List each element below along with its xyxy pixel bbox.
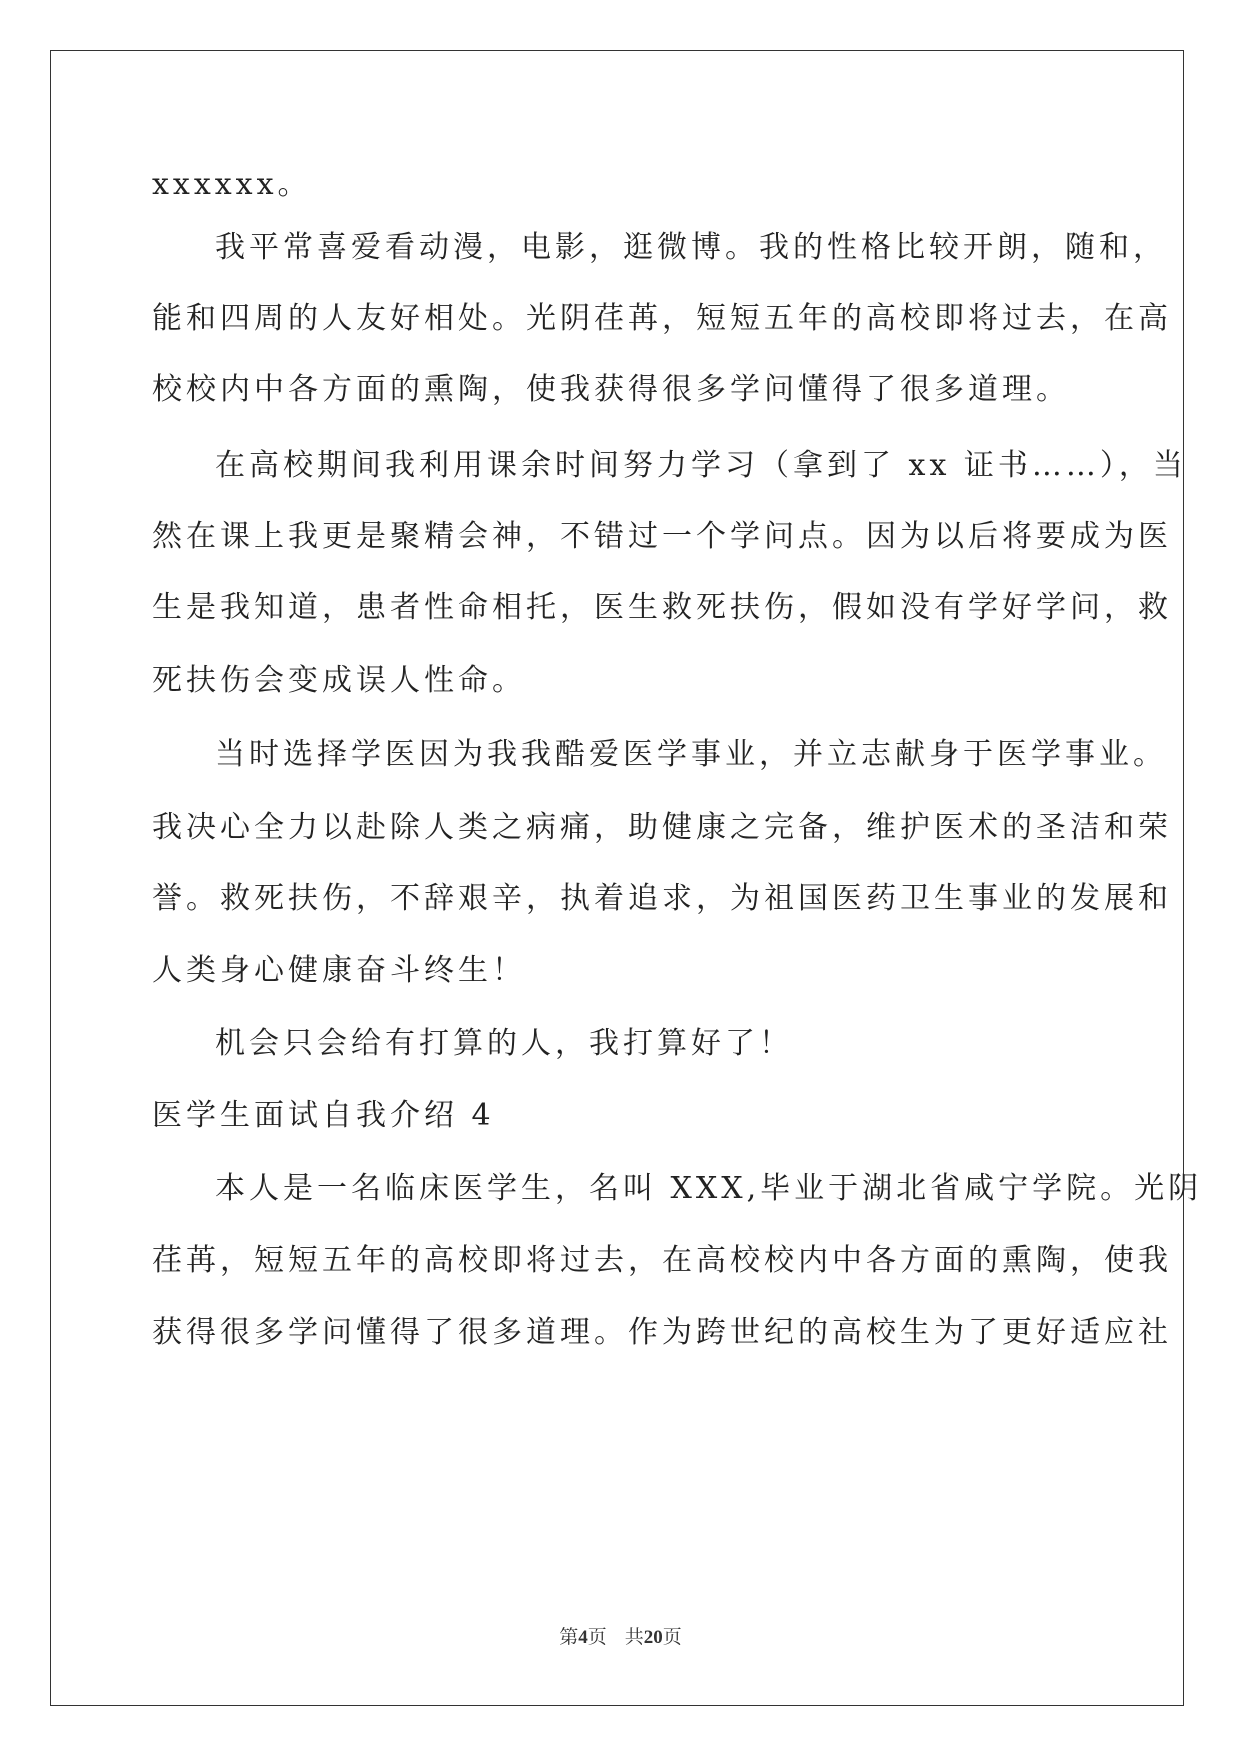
footer-total-suffix: 页 <box>662 1627 682 1648</box>
paragraph-line: 在高校期间我利用课余时间努力学习（拿到了 xx 证书……），当 <box>215 448 1187 483</box>
text-line: xxxxxx。 <box>152 167 312 202</box>
footer-page-number: 4 <box>578 1627 588 1648</box>
paragraph-line: 本人是一名临床医学生，名叫 XXX,毕业于湖北省咸宁学院。光阴 <box>215 1171 1203 1206</box>
text-line: 能和四周的人友好相处。光阴荏苒，短短五年的高校即将过去，在高 <box>152 301 1172 336</box>
text-line: 死扶伤会变成误人性命。 <box>152 663 526 698</box>
text-line: 荏苒，短短五年的高校即将过去，在高校校内中各方面的熏陶，使我 <box>152 1243 1172 1278</box>
footer-page-suffix: 页 <box>587 1627 607 1648</box>
text-line: 誉。救死扶伤，不辞艰辛，执着追求，为祖国医药卫生事业的发展和 <box>152 881 1172 916</box>
paragraph-line: 机会只会给有打算的人，我打算好了！ <box>215 1026 793 1061</box>
page-footer <box>0 1622 1241 1649</box>
footer-prefix: 第 <box>559 1627 579 1648</box>
text-line: 人类身心健康奋斗终生！ <box>152 953 526 988</box>
text-line: 然在课上我更是聚精会神，不错过一个学问点。因为以后将要成为医 <box>152 519 1172 554</box>
footer-total-pages: 20 <box>643 1627 663 1648</box>
text-line: 我决心全力以赴除人类之病痛，助健康之完备，维护医术的圣洁和荣 <box>152 810 1172 845</box>
section-heading: 医学生面试自我介绍 4 <box>152 1098 495 1133</box>
footer-total-prefix: 共 <box>624 1627 644 1648</box>
paragraph-line: 当时选择学医因为我我酷爱医学事业，并立志献身于医学事业。 <box>215 737 1167 772</box>
paragraph-line: 我平常喜爱看动漫，电影，逛微博。我的性格比较开朗，随和， <box>215 230 1167 265</box>
text-line: 校校内中各方面的熏陶，使我获得很多学问懂得了很多道理。 <box>152 372 1070 407</box>
text-line: 生是我知道，患者性命相托，医生救死扶伤，假如没有学好学问，救 <box>152 590 1172 625</box>
text-line: 获得很多学问懂得了很多道理。作为跨世纪的高校生为了更好适应社 <box>152 1315 1172 1350</box>
